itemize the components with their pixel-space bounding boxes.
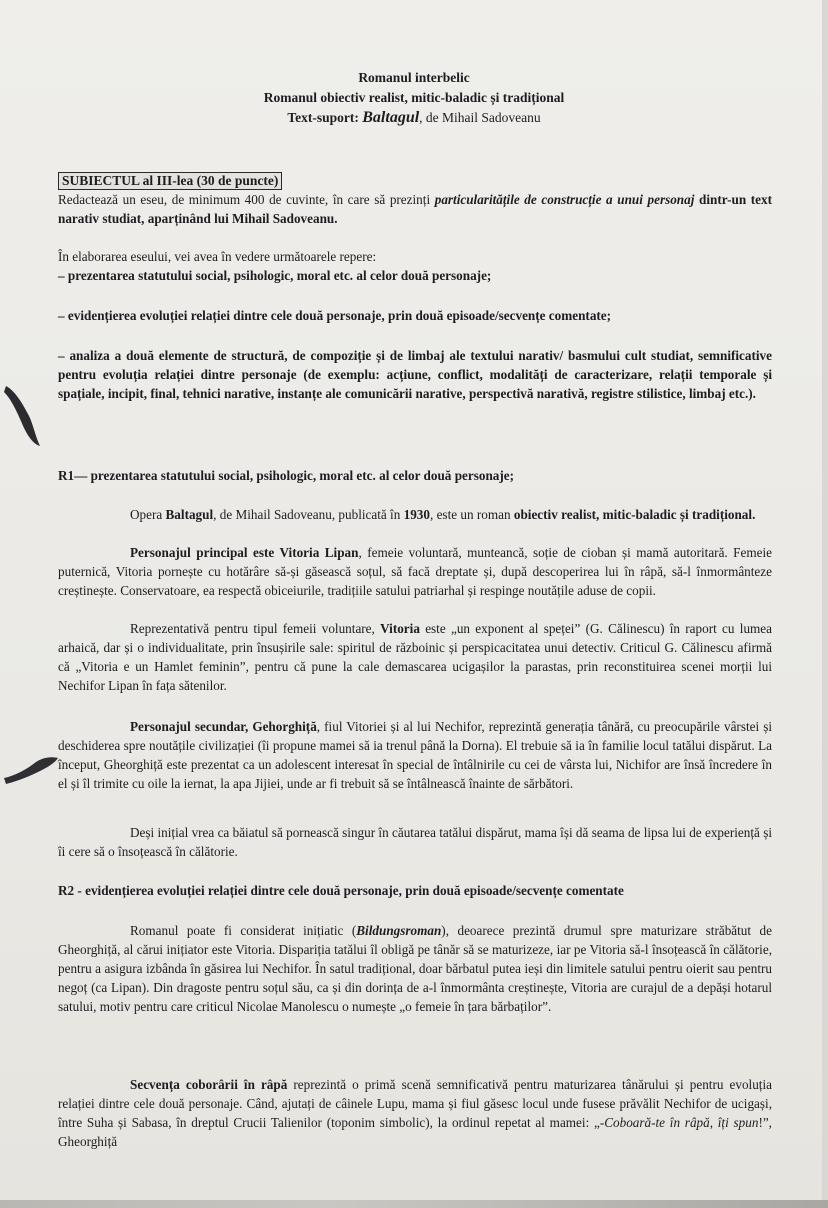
r1-p3-b: Vitoria <box>380 621 420 636</box>
r1-p4-b: , fiul Vitoriei și al lui Nechifor, reprezintă generația tânără, cu preocupările vârstei și deschiderea spre noutățile civilizației (îi propune mamei să ia trenul până la Dorna). El trebuie să ia în familie locul tatălui dispărut. La început, Gheorghiță este prezentat ca un adolescent interesat în special de întâlnirile cu cei de vârsta lui, Nichifor are însă încredere în el și îl trimite cu oile la iernat, la apa Jijiei, unde ar fi trebuit să se întâlnească înainte de sărbători. <box>58 719 772 791</box>
r2-p1-c: ), deoarece prezintă drumul spre maturizare străbătut de Gheorghiță, al cărui inițiator este Vitoria. Dispariția tatălui îl obligă pe tânăr să se maturizeze, iar pe Vitoria să-l însoțească în călătorie, pentru a asigura izbânda în găsirea lui Nechifor. În satul tradițional, doar bărbatul putea ieși din limitele satului pentru oierit sau pentru negoț (ca Lipan). Din dragoste pentru soțul său, ca și din dorința de a-l înmormânta creștinește, Vitoria are curajul de a depăși hotarul satului, motiv pentru care criticul Nicolae Manolescu o numește „o femeie în țara bărbaților”. <box>58 923 772 1014</box>
requirement-text-b: particularitățile de construcție a unui personaj <box>434 192 695 207</box>
binder-clip-mark-bottom <box>0 750 62 790</box>
header-line-2: Romanul obiectiv realist, mitic-baladic și tradițional <box>263 90 565 105</box>
r1-paragraph-5: Deși inițial vrea ca băiatul să pornească singur în căutarea tatălui dispărut, mama își dă seama de lipsa lui de experiență și îi cere să o însoțească în călătorie. <box>58 825 772 859</box>
requirement-text-c: dintr-un text narativ studiat, aparținând lui Mihail Sadoveanu. <box>58 192 772 226</box>
r1-paragraph-3 <box>58 619 772 695</box>
r2-p2-d: !”, Gheorghiță <box>58 1115 772 1149</box>
subject-title: SUBIECTUL al III-lea (30 de puncte) <box>58 172 282 190</box>
r2-paragraph-1 <box>58 921 772 1016</box>
r1-paragraph-1 <box>58 505 772 524</box>
r2-paragraph-2 <box>58 1075 772 1151</box>
r1-p1-f: obiectiv realist, mitic-baladic și tradițional. <box>513 507 756 522</box>
r2-p1-a: Romanul poate fi considerat inițiatic ( <box>130 923 357 938</box>
r1-p1-a: Opera <box>130 507 166 522</box>
r1-p3-a: Reprezentativă pentru tipul femeii voluntare, <box>130 621 381 636</box>
subject-point-3: – analiza a două elemente de structură, de compoziție și de limbaj ale textului narativ/ basmului cult studiat, semnificative pentru evoluția relației dintre personaje (de exemplu: acțiune, conflict, modalități de caracterizare, relații temporale și spațiale, incipit, final, tehnici narative, instanțe ale comunicării narative, perspectivă narativă, registre stilistice, limbaj etc.). <box>58 348 772 401</box>
book-title: Baltagul <box>362 109 420 126</box>
header-line-1: Romanul interbelic <box>358 70 470 85</box>
document-header <box>0 68 828 128</box>
subject-point-1: – prezentarea statutului social, psihologic, moral etc. al celor două personaje; <box>58 268 492 283</box>
subject-point-2: – evidențierea evoluției relației dintre cele două personaje, prin două episoade/secvențe comentate; <box>58 308 612 323</box>
r1-p2-a: Personajul principal este Vitoria Lipan <box>130 545 359 560</box>
subject-requirement <box>58 190 772 228</box>
r1-p3-c: este „un exponent al speței” (G. Călinescu) în raport cu lumea arhaică, dar și o individualitate, prin însușirile sale: spiritul de războinic și perspicacitatea unui detectiv. Criticul G. Călinescu afirmă că „Vitoria e un Hamlet feminin”, pentru că pune la cale demascarea ucigașilor la parastas, prin reconstituirea scenei morții lui Nechifor Lipan în fața sătenilor. <box>58 621 772 693</box>
r1-paragraph-4 <box>58 717 772 793</box>
r2-heading: R2 - evidențierea evoluției relației dintre cele două personaje, prin două episoade/secvențe comentate <box>58 883 624 898</box>
r1-paragraph-2 <box>58 543 772 600</box>
r1-heading: R1— prezentarea statutului social, psihologic, moral etc. al celor două personaje; <box>58 468 515 483</box>
page-edge-shadow <box>822 0 828 1208</box>
r1-p4-a: Personajul secundar, Gehorghiță <box>130 719 317 734</box>
subject-intro: În elaborarea eseului, vei avea în vedere următoarele repere: <box>58 249 377 264</box>
r1-p1-e: , este un roman <box>429 507 514 522</box>
page-bottom-edge <box>0 1200 828 1208</box>
binder-clip-mark-top <box>0 380 56 452</box>
r1-p1-c: , de Mihail Sadoveanu, publicată în <box>213 507 404 522</box>
book-author: , de Mihail Sadoveanu <box>419 110 541 125</box>
r1-p2-b: , femeie voluntară, munteancă, soție de cioban și mamă autoritară. Femeie puternică, Vitoria pornește cu hotărâre să-și găsească soțul, să facă dreptate și, după descoperirea lui în râpă, să-l înmormânteze creștinește. Conservatoare, ea respectă obiceiurile, tradițiile satului patriarhal și respinge noutățile aduse de copii. <box>58 545 772 598</box>
r1-p1-d: 1930 <box>403 507 430 522</box>
requirement-text-a: Redactează un eseu, de minimum 400 de cuvinte, în care să prezinți <box>58 192 431 207</box>
r2-p2-a: Secvența coborârii în râpă <box>130 1077 288 1092</box>
r2-p2-c: Coboară-te în râpă, îți spun <box>604 1115 759 1130</box>
text-support-label: Text-suport: <box>287 110 359 125</box>
header-line-3 <box>0 108 828 128</box>
r2-p2-b: reprezintă o primă scenă semnificativă pentru maturizarea tânărului și pentru evoluția relației dintre cele două personaje. Când, ajutați de câinele Lupu, mama și fiul găsesc locul unde fusese prăvălit Nechifor de ucigași, între Suha și Sabasa, în dreptul Crucii Talienilor (toponim simbolic), la ordinul repetat al mamei: „- <box>58 1077 772 1130</box>
r2-p1-b: Bildungsroman <box>356 923 442 938</box>
r1-p1-b: Baltagul <box>165 507 214 522</box>
